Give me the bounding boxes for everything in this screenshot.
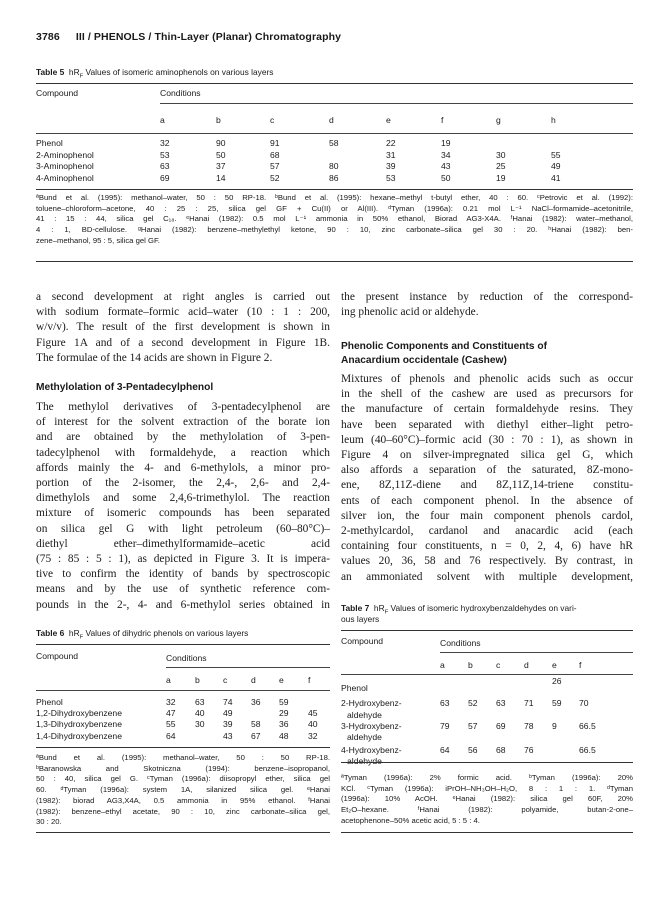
text-line: also affords a separation of the saturated, 8Z-mono-	[341, 464, 633, 477]
table5-title-rest: Values of isomeric aminophenols on various layers	[83, 67, 274, 77]
row-label: Phenol	[341, 683, 368, 693]
table-cell: 40	[195, 708, 205, 719]
table-cell: 69	[160, 172, 170, 183]
row-label: 4-Hydroxybenz-	[341, 745, 402, 755]
left-paragraph-2	[36, 400, 330, 613]
table6-label: Table 6	[36, 628, 65, 638]
footnote-line: 50 : 40, silica gel G. ᶜTyman (1996a): diisopropyl ether, silica gel	[36, 774, 330, 784]
table7-caption	[341, 603, 633, 625]
text-line: have been separated with diethyl either–light petro-	[341, 418, 633, 431]
text-line: ene, 8Z,11Z-diene and 8Z,11Z,14-triene constitu-	[341, 479, 633, 492]
table-cell: 43	[223, 730, 233, 741]
table-cell: 90	[216, 138, 226, 148]
table5-col-f: f	[441, 115, 444, 125]
table-cell: 47	[166, 708, 176, 719]
table6-top-rule	[36, 644, 330, 645]
table-cell: 43	[441, 161, 451, 171]
table-cell: 37	[216, 161, 226, 171]
table-cell: 14	[216, 172, 226, 183]
table-cell: 30	[496, 149, 506, 160]
text-line: The formulae of the 14 acids are shown in Figure 2.	[36, 351, 273, 364]
footnote-line: (1982): benzene–ethyl acetate, 90 : 10, zinc carbonate–silica gel,	[36, 806, 330, 816]
heading-line: Phenolic Components and Constituents of	[341, 341, 548, 352]
table-cell: 74	[223, 697, 233, 707]
footnote-line: ªTyman (1996a): 2% formic acid. ᵇTyman (1996a): 20%	[341, 773, 633, 782]
table-cell: 63	[496, 698, 506, 708]
text-line: a second development at right angles is carried out	[36, 291, 330, 303]
table-cell: 19	[496, 172, 506, 183]
table-cell: 53	[160, 149, 170, 160]
row-label: aldehyde	[347, 756, 382, 766]
table-cell: 36	[279, 719, 289, 730]
text-line: Figure 4 on silver-impregnated silica gel G, which	[341, 449, 633, 462]
row-label: aldehyde	[347, 732, 382, 742]
table-cell: 48	[279, 730, 289, 741]
footnote-line: ᵇBaranowska and Skotniczna (1994): benzene–isopropanol,	[36, 763, 330, 773]
table6-caption	[36, 628, 249, 641]
table-cell: 68	[496, 745, 506, 755]
table5-col-e: e	[386, 115, 391, 125]
row-label: aldehyde	[347, 710, 382, 720]
text-line: with sodium formate–formic acid–water (10 : 1 : 200,	[36, 306, 330, 319]
table6-col-c: c	[223, 675, 228, 685]
table-cell: 80	[329, 161, 339, 171]
table7-title-line2: ous layers	[341, 614, 380, 624]
table-cell: 57	[270, 161, 280, 171]
table-cell: 49	[223, 708, 233, 719]
table6-title-rest: Values of dihydric phenols on various layers	[83, 628, 249, 638]
table6-title-sub: F	[79, 634, 84, 641]
table7-col-compound: Compound	[341, 636, 384, 646]
heading-line: Anacardium occidentale (Cashew)	[341, 354, 507, 366]
table-cell: 86	[329, 172, 339, 183]
table5-top-rule	[36, 83, 633, 84]
table-cell: 39	[223, 719, 233, 730]
table6-col-conditions: Conditions	[166, 653, 207, 663]
table7-col-f: f	[579, 660, 582, 670]
table6-bottom-rule	[36, 747, 330, 748]
table6-col-e: e	[279, 675, 284, 685]
row-label: 4-Aminophenol	[36, 172, 94, 183]
table-cell: 58	[329, 138, 339, 148]
table-cell: 68	[270, 149, 280, 160]
footnote-line: acetophenone–50% acetic acid, 5 : 5 : 4.	[341, 815, 480, 825]
table-cell: 34	[441, 149, 451, 160]
table5-title-sub: F	[79, 73, 84, 80]
text-line: Figure 1A and of a second development in Figure 1B.	[36, 336, 330, 349]
row-label: 2-Aminophenol	[36, 149, 94, 160]
table7-col-conditions: Conditions	[440, 638, 481, 648]
table-cell: 9	[552, 721, 557, 731]
row-label: 2-Hydroxybenz-	[341, 698, 402, 708]
table7-top-rule	[341, 630, 633, 631]
text-line: affords mainly the 4- and 6-methylols, a minor pro-	[36, 461, 330, 474]
table-cell: 30	[195, 719, 205, 730]
table-cell: 59	[279, 697, 289, 707]
row-label: 1,3-Dihydroxybenzene	[36, 719, 122, 730]
footnote-line: zene–methanol, 95 : 5, silica gel GF.	[36, 235, 160, 245]
text-line: mixture of isomeric compounds has been separated	[36, 507, 330, 520]
table-cell: 63	[160, 161, 170, 171]
table7-title-rest: Values of isomeric hydroxybenzaldehydes on vari-	[388, 603, 577, 613]
running-head	[36, 31, 341, 43]
table5-footnotes	[36, 193, 633, 247]
table6-col-compound: Compound	[36, 651, 79, 661]
table5-col-a: a	[160, 115, 165, 125]
table5-col-b: b	[216, 115, 221, 125]
table-cell: 70	[579, 698, 589, 708]
table-cell: 55	[166, 719, 176, 730]
footnote-line: 60. ᵈTyman (1996a): system 1A, silanized silica gel. ᵉHanai	[36, 785, 330, 795]
footnote-line: 41 : 15 : 44, silica gel C₁₈. ᵉHanai (1982): 0.5 mol L⁻¹ ammonia in 50% ethanol, Biorad AG3-X4A. ᶠHanai (1982): water–methanol,	[36, 214, 633, 224]
table-cell: 45	[308, 708, 318, 719]
table-cell: 63	[440, 698, 450, 708]
left-paragraph-1	[36, 290, 330, 366]
table-cell: 50	[216, 149, 226, 160]
table-cell: 66.5	[579, 721, 596, 731]
table-cell: 19	[441, 138, 451, 148]
table7-col-d: d	[524, 660, 529, 670]
table5-header-rule	[36, 133, 633, 134]
page-number: 3786	[36, 31, 60, 43]
footnote-line: KCl. ᶜTyman (1996a): iPrOH–NH₃OH–H₂O, 8 : 1 : 1. ᵈTyman	[341, 783, 633, 793]
table-cell: 52	[468, 698, 478, 708]
table-cell: 66.5	[579, 745, 596, 755]
table6-col-d: d	[251, 675, 256, 685]
table5-title-hr: hR	[68, 67, 80, 77]
table-cell: 32	[166, 697, 176, 707]
right-paragraph-1	[341, 290, 633, 320]
footnote-line: toluene–chloroform–acetone, 40 : 25 : 25, silica gel GF + Cu(II) or Al(III). ᵈTyman (1996a): 0.21 mol L⁻¹ NaCl–formamide–acetonitrile,	[36, 203, 633, 213]
text-line: the manufacture of certain formaldehyde resins. They	[341, 403, 633, 416]
table6-col-a: a	[166, 675, 171, 685]
right-paragraph-2	[341, 372, 633, 585]
table-cell: 40	[308, 719, 318, 730]
table5-col-d: d	[329, 115, 334, 125]
table7-col-c: c	[496, 660, 501, 670]
table-cell: 32	[308, 730, 318, 741]
footnote-line: Et₂O–hexane. ᶠHanai (1982): polyamide, butan-2-one–	[341, 805, 633, 815]
table-cell: 76	[524, 745, 534, 755]
footnote-line: ªBund et al. (1995): methanol–water, 50 : 50 RP-18.	[36, 753, 330, 762]
table6-end-rule	[36, 832, 330, 833]
table6-col-b: b	[195, 675, 200, 685]
footnote-line: 30 : 20.	[36, 817, 62, 827]
text-line: silver ion, the four main component phenols cardol,	[341, 509, 633, 522]
text-line: (75 : 85 : 5 : 1), as depicted in Figure 3. It is impera-	[36, 553, 330, 566]
table6-col-f: f	[308, 675, 311, 685]
text-line: values 20, 36, 58 and 76 respectively. By contrast, in	[341, 555, 633, 568]
text-line: of interest for the solvent extraction of the borate ion	[36, 416, 330, 429]
footnote-line: (1996a): 10% AcOH. ᵉHanai (1982): silica gel 60F, 20%	[341, 794, 633, 804]
table5-caption	[36, 67, 274, 80]
text-line: in the shell of the cashew are used as precursors for	[341, 388, 633, 401]
text-line: tive to confirm the identity of bands by spectroscopic	[36, 568, 330, 581]
text-line: diethyl ether–dimethylformamide–acetic acid	[36, 537, 330, 550]
text-line: means and by the use of synthetic reference com-	[36, 583, 330, 596]
table-cell: 52	[270, 172, 280, 183]
table7-title-hr: hR	[373, 603, 385, 613]
table-cell: 36	[251, 697, 261, 707]
text-line: The methylol derivatives of 3-pentadecylphenol are	[36, 401, 330, 413]
table-cell: 78	[524, 721, 534, 731]
table7-label: Table 7	[341, 603, 370, 613]
table-cell: 53	[386, 172, 396, 183]
table-cell: 91	[270, 138, 280, 148]
table5-col-c: c	[270, 115, 275, 125]
table-cell: 56	[468, 745, 478, 755]
table-cell: 25	[496, 161, 506, 171]
table7-header-rule	[341, 674, 633, 675]
table-cell: 59	[552, 698, 562, 708]
table-cell: 79	[440, 721, 450, 731]
table-cell: 41	[551, 172, 561, 183]
row-label: 3-Aminophenol	[36, 161, 94, 171]
text-line: tadecylphenol with formaldehyde, a reaction which	[36, 446, 330, 459]
row-label: 1,4-Dihydroxybenzene	[36, 730, 122, 741]
running-title: III / PHENOLS / Thin-Layer (Planar) Chromatography	[75, 31, 342, 43]
table5-label: Table 5	[36, 67, 65, 77]
table7-conditions-rule	[440, 652, 633, 653]
text-line: Mixtures of phenols and phenolic acids such as occur	[341, 373, 633, 385]
row-label: 3-Hydroxybenz-	[341, 721, 402, 731]
table5-end-rule	[36, 261, 633, 262]
table5-col-g: g	[496, 115, 501, 125]
text-line: ing phenolic acid or aldehyde.	[341, 306, 479, 319]
text-line: on silica gel G with light petroleum (60–80°C)–	[36, 522, 330, 535]
table-cell: 50	[441, 172, 451, 183]
row-label: Phenol	[36, 138, 63, 148]
footnote-line: 4 : 1, BD-cellulose. ᵍHanai (1982): benzene–methylethyl ketone, 90 : 10, zinc carbonate–silica gel 30 : 20. ʰHanai (1982): ben-	[36, 225, 633, 235]
text-line: and are obtained by the methylolation of 3-pen-	[36, 431, 330, 444]
text-line: the present instance by reduction of the correspond-	[341, 291, 633, 303]
table5-col-conditions: Conditions	[160, 88, 201, 98]
table5-col-h: h	[551, 115, 556, 125]
table7-col-a: a	[440, 660, 445, 670]
table-cell: 49	[551, 161, 561, 171]
table7-title-sub: F	[384, 609, 389, 616]
text-line: w/v/v). The result of the first development is shown in	[36, 321, 330, 334]
footnote-line: (1982): biorad AG3,X4A, 0.5 ammonia in 95% ethanol. ᶠHanai	[36, 795, 330, 805]
table-cell: 69	[496, 721, 506, 731]
table-cell: 57	[468, 721, 478, 731]
table5-conditions-rule	[160, 103, 633, 104]
table-cell: 26	[552, 676, 562, 686]
table7-col-b: b	[468, 660, 473, 670]
table-cell: 55	[551, 149, 561, 160]
table-cell: 39	[386, 161, 396, 171]
footnote-line: ªBund et al. (1995): methanol–water, 50 : 50 RP-18. ᵇBund et al. (1995): hexane–methyl t-butyl ether, 40 : 60. ᶜPetrovic et al. (1992):	[36, 193, 633, 202]
table-cell: 67	[251, 730, 261, 741]
table-cell: 22	[386, 138, 396, 148]
table-cell: 58	[251, 719, 261, 730]
table-cell: 71	[524, 698, 534, 708]
table6-conditions-rule	[166, 667, 330, 668]
table6-header-rule	[36, 690, 330, 691]
table5-bottom-rule	[36, 189, 633, 190]
text-line: dimethylols and some 2,4,6-trimethylol. The reaction	[36, 492, 330, 505]
text-line: ents of each component phenol. In the absence of	[341, 494, 633, 507]
table6-footnotes	[36, 753, 330, 828]
table5-col-compound: Compound	[36, 88, 79, 98]
row-label: 1,2-Dihydroxybenzene	[36, 708, 122, 719]
row-label: Phenol	[36, 697, 63, 707]
table7-footnotes	[341, 773, 633, 827]
text-line: portion of the 2-isomer, the 2,4-, 2,6- and 2,4-	[36, 477, 330, 490]
right-heading	[341, 340, 633, 367]
left-heading: Methylolation of 3-Pentadecylphenol	[36, 382, 214, 393]
table-cell: 64	[440, 745, 450, 755]
table-cell: 64	[166, 730, 176, 741]
text-line: an ammoniated solvent with multiple development,	[341, 570, 633, 583]
text-line: leum (40–60°C)–formic acid (30 : 70 : 1), as shown in	[341, 433, 633, 446]
table-cell: 63	[195, 697, 205, 707]
table-cell: 32	[160, 138, 170, 148]
table-cell: 31	[386, 149, 396, 160]
table7-end-rule	[341, 832, 633, 833]
table6-title-hr: hR	[68, 628, 80, 638]
table7-bottom-rule	[341, 762, 633, 763]
table7-col-e: e	[552, 660, 557, 670]
text-line: containing four constituents, n = 0, 2, 4, 6) have hR	[341, 540, 633, 553]
table-cell: 29	[279, 708, 289, 719]
text-line: 2-methylcardol, cardanol and anacardic acid (each	[341, 525, 633, 538]
text-line: pounds in the 2-, 4- and 6-methylol series obtained in	[36, 598, 330, 611]
